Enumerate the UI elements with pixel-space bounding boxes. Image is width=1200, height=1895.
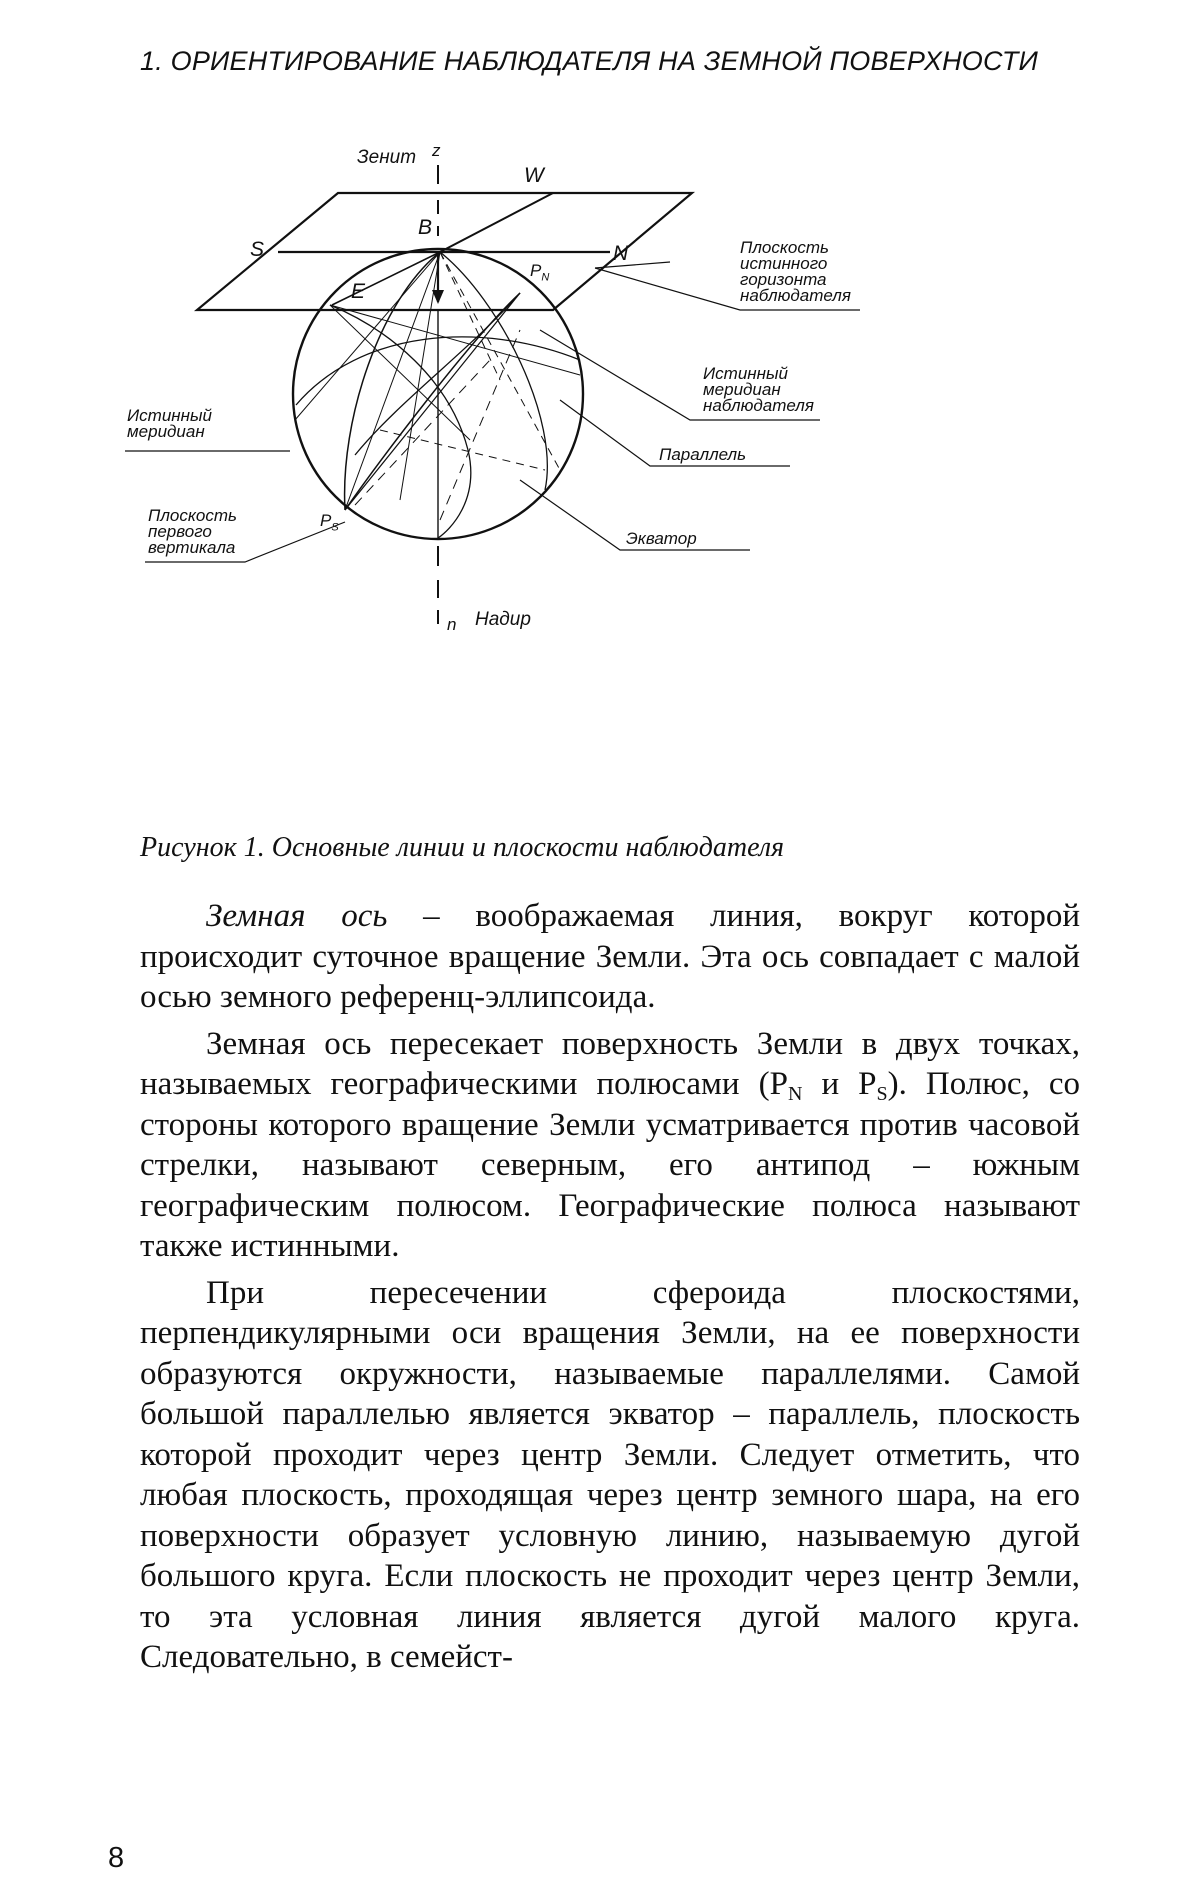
paragraph-2-text-b: и P: [802, 1066, 877, 1102]
label-prime-vertical-2: первого: [148, 522, 212, 541]
paragraph-1: [140, 896, 1080, 1018]
label-pn: [530, 262, 549, 286]
label-e: E: [351, 280, 366, 303]
paragraph-2-text-c: ). Полюс, со стороны которого вращение Земли усматривается против часовой стрелки, называют северным, его антипод – южным географическим полюсом. Географические полюса называют также истинными.: [140, 1066, 1081, 1264]
body-text: [140, 896, 1080, 1684]
label-ps-main: P: [320, 511, 332, 530]
label-equator: Экватор: [626, 529, 697, 548]
ray-2: [295, 252, 440, 420]
label-z: z: [432, 141, 441, 160]
label-true-meridian: [127, 408, 212, 440]
figure-caption: Рисунок 1. Основные линии и плоскости наблюдателя: [140, 832, 785, 863]
label-prime-vertical: [148, 508, 237, 556]
label-ps-sub: S: [331, 521, 339, 534]
meridian-arc-2: [440, 252, 550, 490]
label-horizon-plane-3: горизонта: [740, 270, 827, 289]
page-number: 8: [108, 1842, 125, 1874]
plane-ew-line: [440, 193, 553, 252]
label-prime-vertical-1: Плоскость: [148, 506, 237, 525]
label-nadir: Надир: [475, 609, 531, 630]
label-pn-sub: N: [541, 271, 550, 284]
label-horizon-plane-1: Плоскость: [740, 238, 829, 257]
label-pn-main: P: [530, 261, 542, 280]
label-horizon-plane: [740, 240, 851, 304]
label-true-meridian-1: Истинный: [127, 406, 212, 425]
line-dash-a: [440, 330, 520, 520]
label-n: N: [613, 242, 629, 265]
label-observer-meridian: [703, 366, 814, 414]
label-nadir-n: n: [447, 615, 457, 634]
label-observer-meridian-1: Истинный: [703, 364, 788, 383]
label-w: W: [524, 164, 544, 187]
label-zenith: Зенит: [357, 147, 417, 168]
label-s: S: [250, 238, 265, 261]
label-true-meridian-2: меридиан: [127, 422, 205, 441]
diagram-svg: [0, 120, 1200, 780]
label-observer-meridian-3: наблюдателя: [703, 396, 814, 415]
figure-observer-planes: [0, 120, 1200, 780]
paragraph-2: [140, 1024, 1080, 1267]
paragraph-3: При пересечении сфероида плоскостями, перпендикулярными оси вращения Земли, на ее поверхности образуются окружности, называемые параллелями. Самой большой параллелью является экватор – параллель, плоскость которой проходит через центр Земли. Следует отметить, что любая плоскость, проходящая через центр земного шара, на его поверхности образует условную линию, называемую дугой большого круга. Если плоскость не проходит через центр Земли, то эта условная линия является дугой малого круга. Следовательно, в семейст-: [140, 1274, 1080, 1675]
term-earth-axis: Земная ось: [206, 898, 388, 934]
label-horizon-plane-4: наблюдателя: [740, 286, 851, 305]
subscript-n: N: [787, 1083, 803, 1105]
paragraph-2-text-a: Земная ось пересекает поверхность Земли в двух точках, называемых географическими полюсами (P: [140, 1025, 1080, 1102]
ray-4: [440, 252, 500, 380]
label-observer-meridian-2: меридиан: [703, 380, 781, 399]
label-ps: [320, 512, 339, 536]
label-prime-vertical-3: вертикала: [148, 538, 236, 557]
subscript-s: S: [876, 1083, 888, 1105]
label-parallel: Параллель: [659, 445, 747, 464]
label-b: B: [418, 216, 433, 239]
paragraph-1-text: – воображаемая линия, вокруг которой происходит суточное вращение Земли. Эта ось совпадает с малой осью земного референц-эллипсоида.: [140, 898, 1080, 1015]
running-title: 1. ОРИЕНТИРОВАНИЕ НАБЛЮДАТЕЛЯ НА ЗЕМНОЙ ПОВЕРХНОСТИ: [140, 46, 1039, 76]
label-horizon-plane-2: истинного: [740, 254, 828, 273]
